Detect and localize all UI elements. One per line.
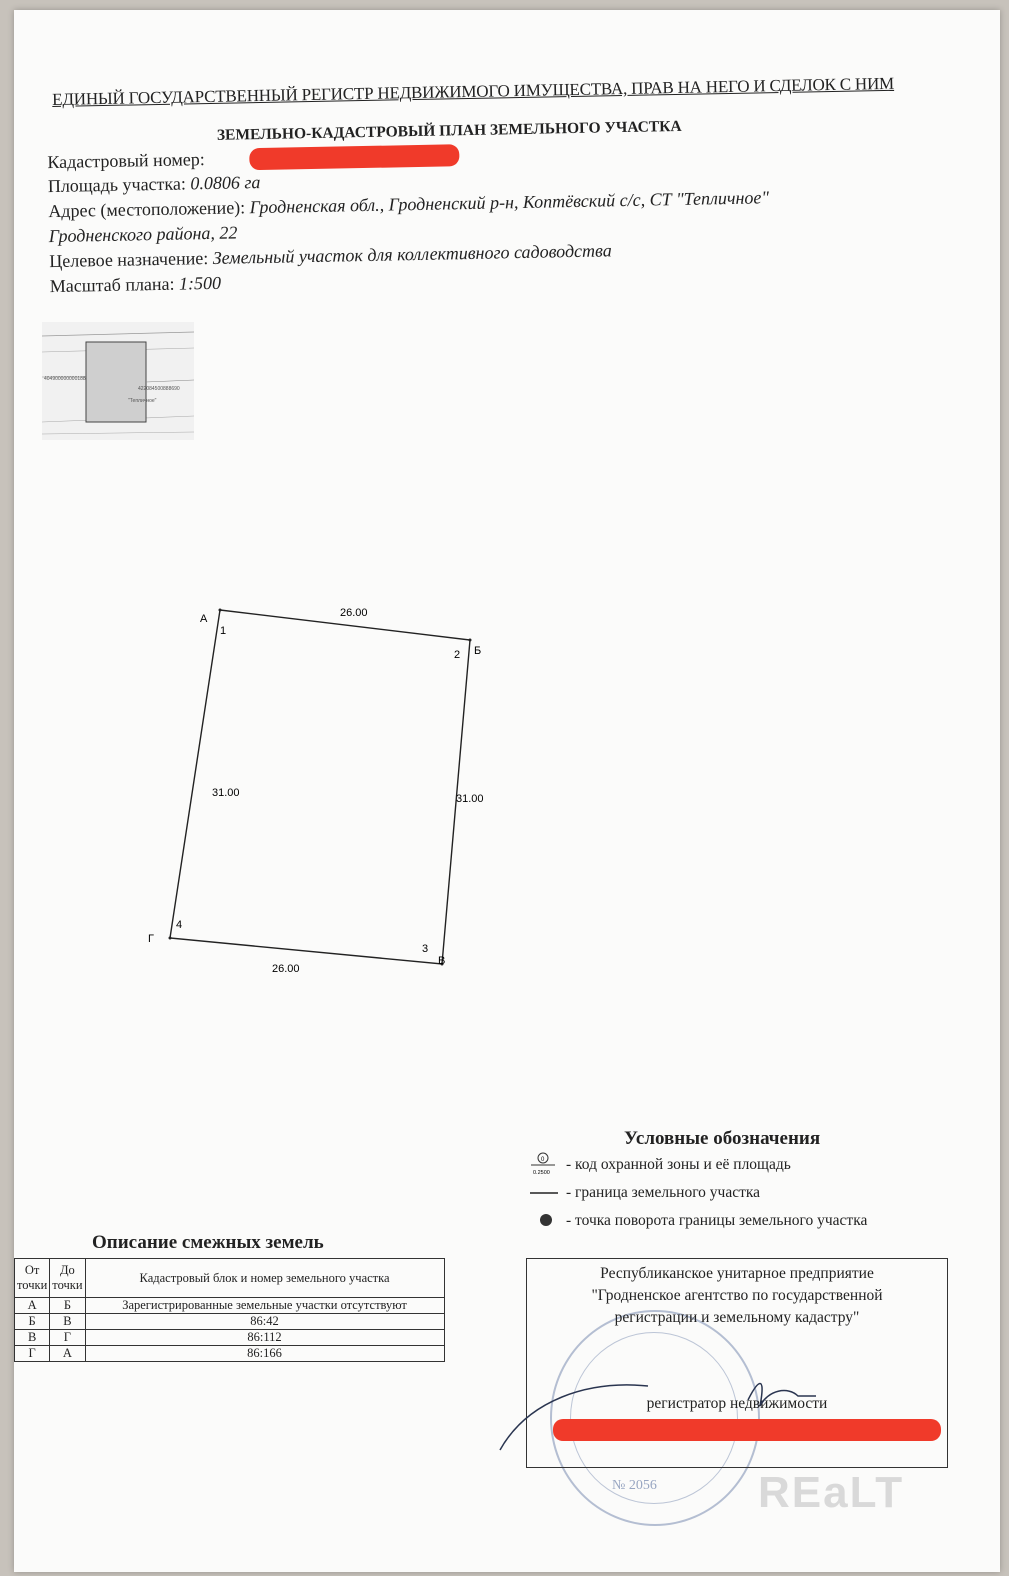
vertex-number-1: 1 [220, 625, 227, 637]
minimap-code-left: 404900000000188 [44, 376, 86, 382]
cell-to: В [50, 1314, 85, 1330]
table-header-row [15, 1259, 445, 1298]
table-row [15, 1298, 445, 1314]
side-left-length: 31.00 [212, 787, 240, 799]
registrar-role: регистратор недвижимости [646, 1395, 828, 1412]
cell-block: 86:112 [85, 1330, 444, 1346]
cell-from: А [15, 1298, 50, 1314]
address-value-2: Гродненского района, 22 [48, 222, 238, 247]
cell-to: А [50, 1346, 85, 1362]
zone-code-symbol [528, 1150, 562, 1180]
cell-block: Зарегистрированные земельные участки отсутствуют [85, 1298, 444, 1314]
minimap-code-right: 422084500888690 [138, 386, 180, 392]
col-block-header: Кадастровый блок и номер земельного участка [85, 1259, 444, 1298]
address-label: Адрес (местоположение): [48, 197, 246, 222]
table-row [15, 1314, 445, 1330]
side-right-length: 31.00 [456, 793, 484, 805]
vertex-number-4: 4 [176, 919, 183, 931]
legend-item-turn-point: - точка поворота границы земельного участка [566, 1212, 868, 1229]
area-value: 0.0806 га [190, 172, 261, 194]
table-row [15, 1346, 445, 1362]
seal-number: № 2056 [612, 1478, 657, 1493]
cell-block: 86:166 [85, 1346, 444, 1362]
cell-from: В [15, 1330, 50, 1346]
vertex-letter-a: А [200, 613, 208, 625]
document-page [14, 10, 1000, 1572]
legend-item-boundary: - граница земельного участка [566, 1184, 761, 1201]
plan-title: ЗЕМЕЛЬНО-КАДАСТРОВЫЙ ПЛАН ЗЕМЕЛЬНОГО УЧАСТКА [216, 117, 682, 144]
side-bottom-length: 26.00 [272, 963, 300, 975]
handwritten-signature [498, 1350, 828, 1460]
adjacent-lands-title: Описание смежных земель [92, 1232, 324, 1253]
area-label: Площадь участка: [47, 173, 187, 197]
scale-label: Масштаб плана: [49, 273, 175, 297]
cadastral-label: Кадастровый номер: [47, 149, 205, 173]
purpose-value: Земельный участок для коллективного садоводства [212, 240, 612, 268]
side-top-length: 26.00 [340, 607, 368, 619]
stamp-org-line-1: Республиканское унитарное предприятие [600, 1265, 874, 1282]
col-to-header: До точки [50, 1259, 85, 1298]
cell-to: Г [50, 1330, 85, 1346]
cell-from: Г [15, 1346, 50, 1362]
cell-to: Б [50, 1298, 85, 1314]
stamp-org-line-3: регистрации и земельному кадастру" [614, 1309, 860, 1326]
vertex-letter-v: В [438, 955, 446, 967]
adjacent-lands-table [14, 1258, 445, 1362]
zone-symbol-area: 0.2500 [533, 1170, 550, 1176]
address-value-1: Гродненская обл., Гродненский р-н, Коптёвский с/с, СТ "Тепличное" [249, 187, 770, 218]
minimap-label: "Тепличное" [128, 398, 157, 404]
cell-block: 86:42 [85, 1314, 444, 1330]
stamp-org-line-2: "Гродненское агентство по государственной [591, 1287, 883, 1304]
boundary-line-symbol [528, 1188, 562, 1198]
vertex-number-2: 2 [454, 649, 461, 661]
vertex-letter-b: Б [474, 645, 482, 657]
vertex-letter-g: Г [148, 933, 154, 945]
vertex-point [169, 937, 172, 940]
vertex-point [469, 639, 472, 642]
watermark-logo: REaLT [758, 1468, 905, 1517]
legend-item-zone: - код охранной зоны и её площадь [566, 1156, 791, 1173]
purpose-label: Целевое назначение: [49, 248, 209, 272]
zone-symbol-code: 0 [541, 1157, 545, 1163]
scale-value: 1:500 [178, 272, 222, 294]
col-from-header: От точки [15, 1259, 50, 1298]
legend-title: Условные обозначения [624, 1128, 821, 1149]
parcel-plan [14, 10, 1000, 1110]
vertex-number-3: 3 [422, 943, 429, 955]
registry-title: ЕДИНЫЙ ГОСУДАРСТВЕННЫЙ РЕГИСТР НЕДВИЖИМОГО ИМУЩЕСТВА, ПРАВ НА НЕГО И СДЕЛОК С НИМ [52, 73, 895, 109]
vertex-point [219, 609, 222, 612]
cell-from: Б [15, 1314, 50, 1330]
table-row [15, 1330, 445, 1346]
turn-point-symbol [536, 1210, 556, 1230]
